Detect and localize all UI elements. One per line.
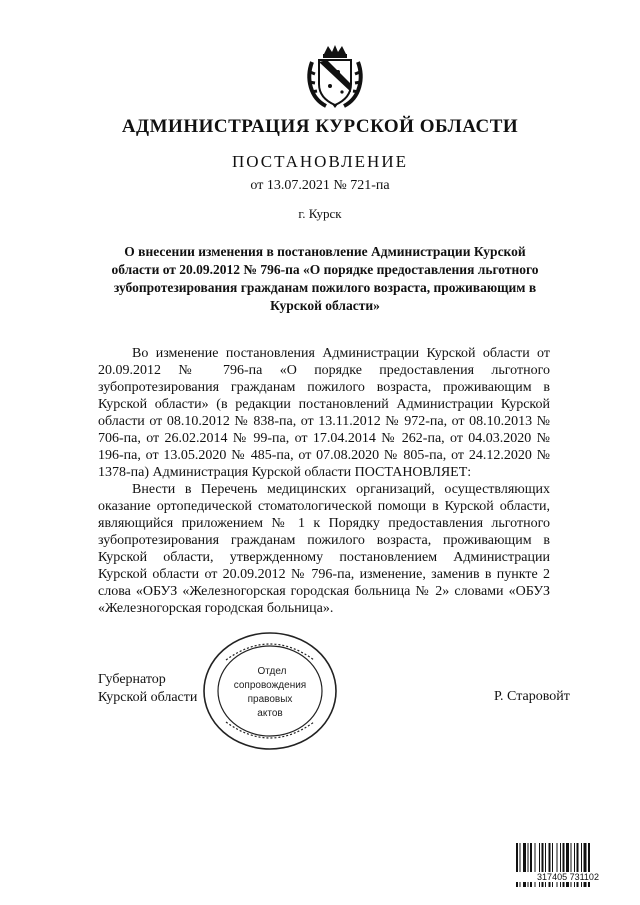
organization-name: АДМИНИСТРАЦИЯ КУРСКОЙ ОБЛАСТИ: [121, 116, 519, 137]
signatory-region: Курской области: [98, 690, 198, 705]
document-type: ПОСТАНОВЛЕНИЕ: [231, 152, 408, 171]
signatory-name: Р. Старовойт: [494, 689, 570, 704]
signatory-title: Губернатор: [98, 672, 166, 687]
document-city: г. Курск: [298, 206, 342, 221]
coat-of-arms-emblem: [304, 44, 366, 110]
signatory-position: [98, 671, 197, 707]
stamp-text-line: правовых: [247, 694, 293, 705]
document-date-number: от 13.07.2021 № 721-па: [250, 178, 390, 193]
official-stamp: [200, 630, 340, 752]
body-paragraph: Во изменение постановления Администрации Курской области от 20.09.2012 № 796-па «О порядке предоставления льготного зубопротезирования гражданам пожилого возраста, проживающим в Курской области» (в редакции постановлений Администрации Курской области от 08.10.2012 № 838-па, от 13.11.2012 № 972-па, от 08.10.2013 № 706-па, от 26.02.2014 № 99-па, от 17.04.2014 № 262-па, от 04.03.2020 № 196-па, от 13.05.2020 № 485-па, от 07.08.2020 № 805-па, от 24.12.2020 № 1378-па) Администрация Курской области ПОСТАНОВЛЯЕТ:: [98, 346, 550, 480]
document-body: [98, 345, 550, 617]
body-paragraph: Внести в Перечень медицинских организаций, осуществляющих оказание ортопедической стоматологической помощи в Курской области, являющийся приложением № 1 к Порядку предоставления льготного зубопротезирования гражданам пожилого возраста, проживающим в Курской области, утвержденному постановлением Администрации Курской области от 20.09.2012 № 796-па, изменение, заменив в пункте 2 слова «ОБУЗ «Железногорская городская больница № 2» словами «ОБУЗ «Железногорская городская больница».: [98, 482, 550, 616]
stamp-text-line: Отдел: [257, 666, 287, 677]
barcode-number: 317405 731102: [514, 872, 622, 882]
document-title: О внесении изменения в постановление Администрации Курской области от 20.09.2012 № 796-па «О порядке предоставления льготного зубопротезирования гражданам пожилого возраста, проживающим в Курской области»: [111, 244, 539, 313]
stamp-text-line: актов: [257, 708, 283, 719]
stamp-text-line: сопровождения: [233, 680, 307, 691]
